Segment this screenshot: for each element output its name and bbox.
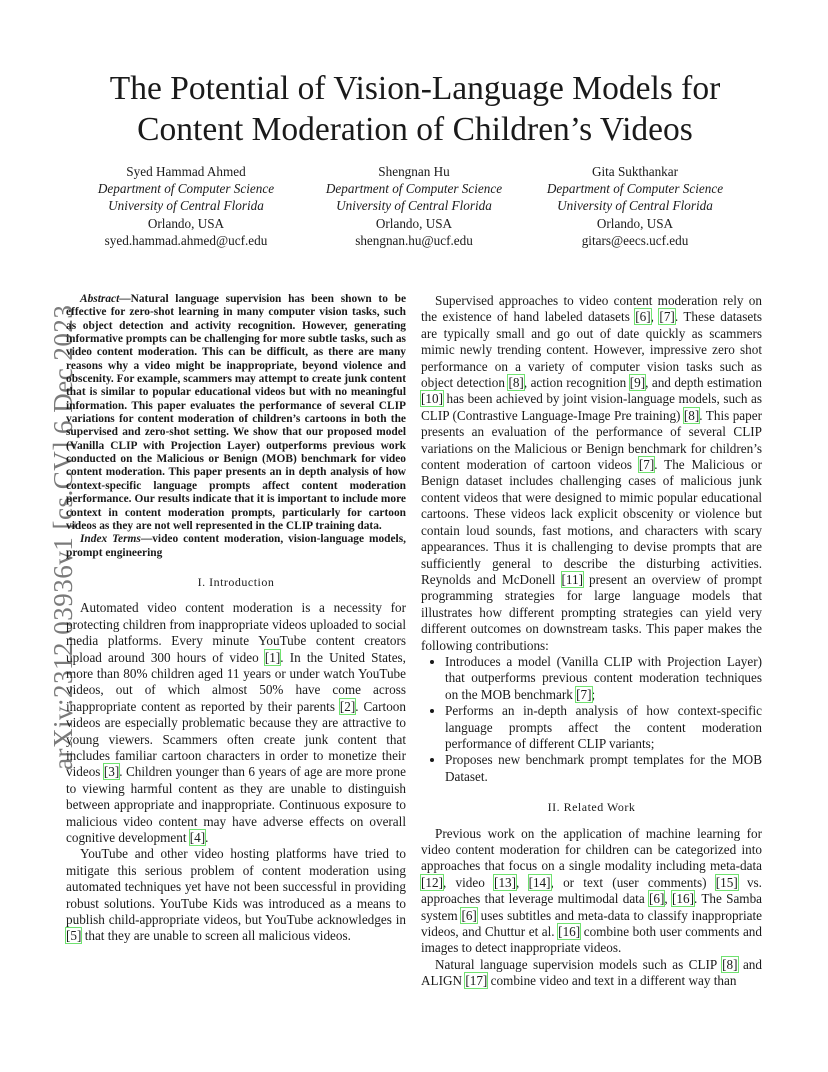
citation-link[interactable]: [3] (103, 764, 120, 780)
text-span: . (205, 829, 209, 845)
citation-link[interactable]: [8] (722, 956, 738, 972)
author-3 (515, 163, 755, 249)
text-span: , (516, 874, 529, 890)
citation-link[interactable]: [14] (528, 874, 551, 890)
list-item (445, 752, 762, 785)
citation-link[interactable]: [15] (715, 874, 738, 890)
abstract-label: Abstract (80, 293, 120, 305)
author-name: Shengnan Hu (378, 164, 450, 179)
author-name: Syed Hammad Ahmed (126, 164, 246, 179)
citation-link[interactable]: [16] (671, 891, 694, 907)
intro-paragraph-1 (66, 600, 406, 846)
section-heading-related-work: II. Related Work (547, 800, 636, 815)
text-span: uses subtitles and meta-data to classify inappropriate videos, and Chuttur et al. (421, 907, 762, 940)
author-1 (66, 163, 306, 249)
left-column (66, 293, 406, 945)
author-university: University of Central Florida (108, 198, 264, 214)
text-span: Introduces a model (Vanilla CLIP with Projection Layer) that outperforms previous content moderation techniques on the MOB benchmark (445, 653, 762, 702)
author-department: Department of Computer Science (97, 181, 275, 197)
citation-link[interactable]: [4] (189, 829, 206, 845)
index-terms (66, 533, 406, 560)
title-line-1: The Potential of Vision-Language Models for (109, 70, 721, 107)
citation-link[interactable]: [16] (558, 924, 581, 940)
author-email: shengnan.hu@ucf.edu (355, 232, 473, 248)
citation-link[interactable]: [7] (576, 686, 592, 702)
text-span: . Children younger than 6 years of age are more prone to viewing harmful content as they are unable to distinguish between appropriate and inappropriate. Continuous exposure to malicious video content may have adverse effects on overall cognitive development (66, 764, 406, 845)
citation-link[interactable]: [17] (465, 973, 488, 989)
author-name: Gita Sukthankar (591, 164, 679, 179)
paper-title (70, 68, 760, 150)
list-item (445, 654, 762, 703)
author-department: Department of Computer Science (546, 181, 724, 197)
text-span: that they are unable to screen all malicious videos. (81, 928, 351, 944)
author-email: gitars@eecs.ucf.edu (581, 232, 689, 248)
arxiv-identifier (22, 290, 78, 770)
text-span: has been achieved by joint vision-language models, such as CLIP (Contrastive Language-Image Pre training) (421, 391, 762, 423)
right-paragraph-1 (421, 293, 762, 654)
citation-link[interactable]: [2] (339, 698, 356, 714)
citation-link[interactable]: [13] (494, 874, 517, 890)
text-span: , video (442, 874, 495, 890)
text-span: Previous work on the application of machine learning for video content moderation for children can be categorized into approaches that focus on a single modality including meta-data (421, 825, 762, 874)
citation-link[interactable]: [6] (649, 891, 665, 907)
text-span: Proposes new benchmark prompt templates for the MOB Dataset. (445, 752, 762, 784)
abstract (66, 293, 406, 533)
citation-link[interactable]: [1] (264, 649, 281, 665)
title-line-2: Content Moderation of Children’s Videos (137, 111, 693, 148)
text-span: , action recognition (523, 375, 630, 391)
citation-link[interactable]: [12] (421, 874, 443, 890)
citation-link[interactable]: [11] (561, 571, 583, 587)
text-span: Supervised approaches to video content moderation rely on the existence of hand labeled datasets (421, 293, 762, 325)
citation-link[interactable]: [6] (461, 907, 477, 923)
author-department: Department of Computer Science (325, 181, 503, 197)
text-span: Automated video content moderation is a necessity for protecting children from inappropriate videos uploaded to social media platforms. Every minute YouTube content creators upload around 300 hours of video (66, 600, 406, 665)
author-location: Orlando, USA (375, 215, 453, 231)
citation-link[interactable]: [7] (638, 457, 655, 473)
contributions-list (421, 654, 762, 785)
list-item (445, 703, 762, 752)
index-terms-text: —video content moderation, vision-language models, prompt engineering (66, 533, 406, 559)
text-span: Natural language supervision models such as CLIP (435, 956, 723, 972)
citation-link[interactable]: [8] (683, 407, 700, 423)
text-span: . The Malicious or Benign dataset includes challenging cases of malicious junk content videos that were designed to mimic popular educational cartoons. These videos lack explicit obscenity or violence but contain loud sounds, fast motions, and characters with scary appearances. Thus it is challenging to devise prompts that are sufficiently general to describe the disturbing activities. Reynolds and McDonell (421, 457, 762, 587)
text-span: , (664, 891, 672, 907)
text-span: . This paper presents an evaluation of the performance of several CLIP variations on the Malicious or Benign benchmark for children’s content moderation of cartoon videos (421, 407, 762, 473)
text-span: . In the United States, more than 80% children aged 11 years or under watch YouTube videos, out of which almost 50% have come across inappropriate content as reported by their parents (66, 649, 406, 714)
author-university: University of Central Florida (336, 198, 492, 214)
author-location: Orlando, USA (596, 215, 674, 231)
text-span: , and depth estimation (645, 375, 762, 391)
related-paragraph-2 (421, 957, 762, 990)
text-span: . Cartoon videos are especially problematic because they are attractive to young viewers. Scammers often create junk content that includes familiar cartoon characters in order to monetize their videos (66, 698, 406, 780)
author-email: syed.hammad.ahmed@ucf.edu (104, 232, 268, 248)
text-span: present an overview of prompt programming strategies for large language models that illustrates how different prompting strategies can yield very different outcomes on downstream tasks. This paper makes the following contributions: (421, 571, 762, 653)
text-span: , or text (user comments) (550, 874, 716, 890)
related-paragraph-1 (421, 826, 762, 957)
index-terms-label: Index Terms (80, 533, 141, 546)
text-span: combine video and text in a different way than (487, 973, 737, 989)
author-university: University of Central Florida (557, 198, 713, 214)
section-heading-introduction: I. Introduction (197, 574, 275, 589)
citation-link[interactable]: [5] (66, 928, 82, 944)
text-span: combine both user comments and images to detect inappropriate videos. (421, 924, 762, 956)
citation-link[interactable]: [7] (659, 309, 675, 325)
arxiv-identifier-text: arXiv:2312.03936v1 [cs.CV] 6 Dec 2023 (48, 304, 78, 770)
intro-paragraph-2 (66, 846, 406, 944)
author-location: Orlando, USA (147, 215, 225, 231)
text-span: . The Samba system (421, 891, 763, 923)
text-span: , (650, 309, 660, 325)
author-2 (294, 163, 534, 249)
text-span: ; (591, 686, 596, 702)
text-span: . These datasets are typically small and go out of date quickly as scammers mimic newly trending content. However, impressive zero shot performance on a variety of computer vision tasks such as object detection (421, 309, 762, 391)
text-span: vs. approaches that leverage multimodal data (421, 874, 762, 907)
abstract-text: —Natural language supervision has been shown to be effective for zero-shot learning in many computer vision tasks, such as object detection and activity recognition. However, generating informative prompts can be challenging for more subtle tasks, such as video content moderation. This can be difficult, as there are many reasons why a video might be inappropriate, beyond violence and obscenity. For example, scammers may attempt to create junk content that is similar to popular educational videos but with no meaningful information. This paper evaluates the performance of several CLIP variations for content moderation of children’s cartoons in both the supervised and zero-shot setting. We show that our proposed model (Vanilla CLIP with Projection Layer) outperforms previous work conducted on the Malicious or Benign (MOB) benchmark for video content moderation. This paper presents an in depth analysis of how context-specific language prompts affect content moderation performance. Our results indicate that it is important to include more context in content moderation prompts, particularly for cartoon videos as they are not well represented in the CLIP training data. (66, 293, 406, 532)
citation-link[interactable]: [8] (508, 375, 524, 391)
citation-link[interactable]: [6] (635, 309, 651, 325)
text-span: and ALIGN (421, 956, 762, 989)
citation-link[interactable]: [10] (421, 391, 443, 407)
text-span: Performs an in-depth analysis of how context-specific language prompts affect the content moderation performance of different CLIP variants; (445, 703, 762, 751)
citation-link[interactable]: [9] (629, 375, 646, 391)
text-span: YouTube and other video hosting platforms have tried to mitigate this serious problem of content moderation using automated techniques yet have not been successful in providing robust solutions. YouTube Kids was introduced as a means to publish child-appropriate videos, but YouTube acknowledges in (66, 846, 406, 927)
right-column (421, 293, 762, 990)
